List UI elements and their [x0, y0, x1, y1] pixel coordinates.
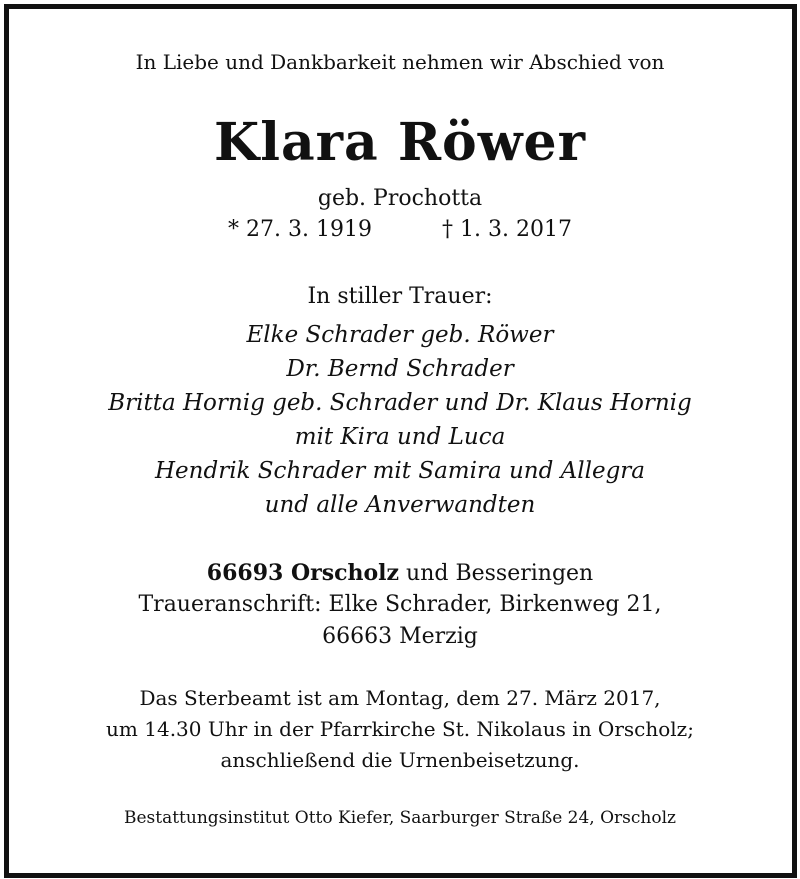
intro-text: In Liebe und Dankbarkeit nehmen wir Abschied von	[135, 50, 665, 74]
mourner-line: mit Kira und Luca	[294, 424, 506, 450]
mourning-place	[0, 560, 800, 586]
mourning-heading: In stiller Trauer:	[307, 284, 493, 309]
mourner-line: Elke Schrader geb. Röwer	[246, 322, 554, 348]
place-bold: 66693 Orscholz	[206, 560, 400, 586]
place-rest: und Besseringen	[399, 561, 594, 586]
birth-date: * 27. 3. 1919	[228, 217, 372, 242]
life-dates	[0, 217, 800, 242]
mourner-line: Dr. Bernd Schrader	[286, 356, 514, 382]
mourner-line: Hendrik Schrader mit Samira und Allegra	[155, 458, 645, 484]
service-line: Das Sterbeamt ist am Montag, dem 27. März 2017,	[139, 686, 661, 710]
mourner-line: und alle Anverwandten	[264, 492, 536, 518]
undertaker-info: Bestattungsinstitut Otto Kiefer, Saarburger Straße 24, Orscholz	[123, 808, 677, 828]
service-line: um 14.30 Uhr in der Pfarrkirche St. Nikolaus in Orscholz;	[106, 717, 694, 741]
deceased-name: Klara Röwer	[214, 112, 586, 173]
mourner-line: Britta Hornig geb. Schrader und Dr. Klaus Hornig	[108, 390, 692, 416]
birth-name: geb. Prochotta	[317, 186, 483, 211]
mourning-address-line: 66663 Merzig	[322, 624, 478, 649]
service-line: anschließend die Urnenbeisetzung.	[220, 748, 580, 772]
death-date: † 1. 3. 2017	[442, 217, 572, 242]
mourning-address-line: Traueranschrift: Elke Schrader, Birkenweg 21,	[138, 592, 662, 617]
